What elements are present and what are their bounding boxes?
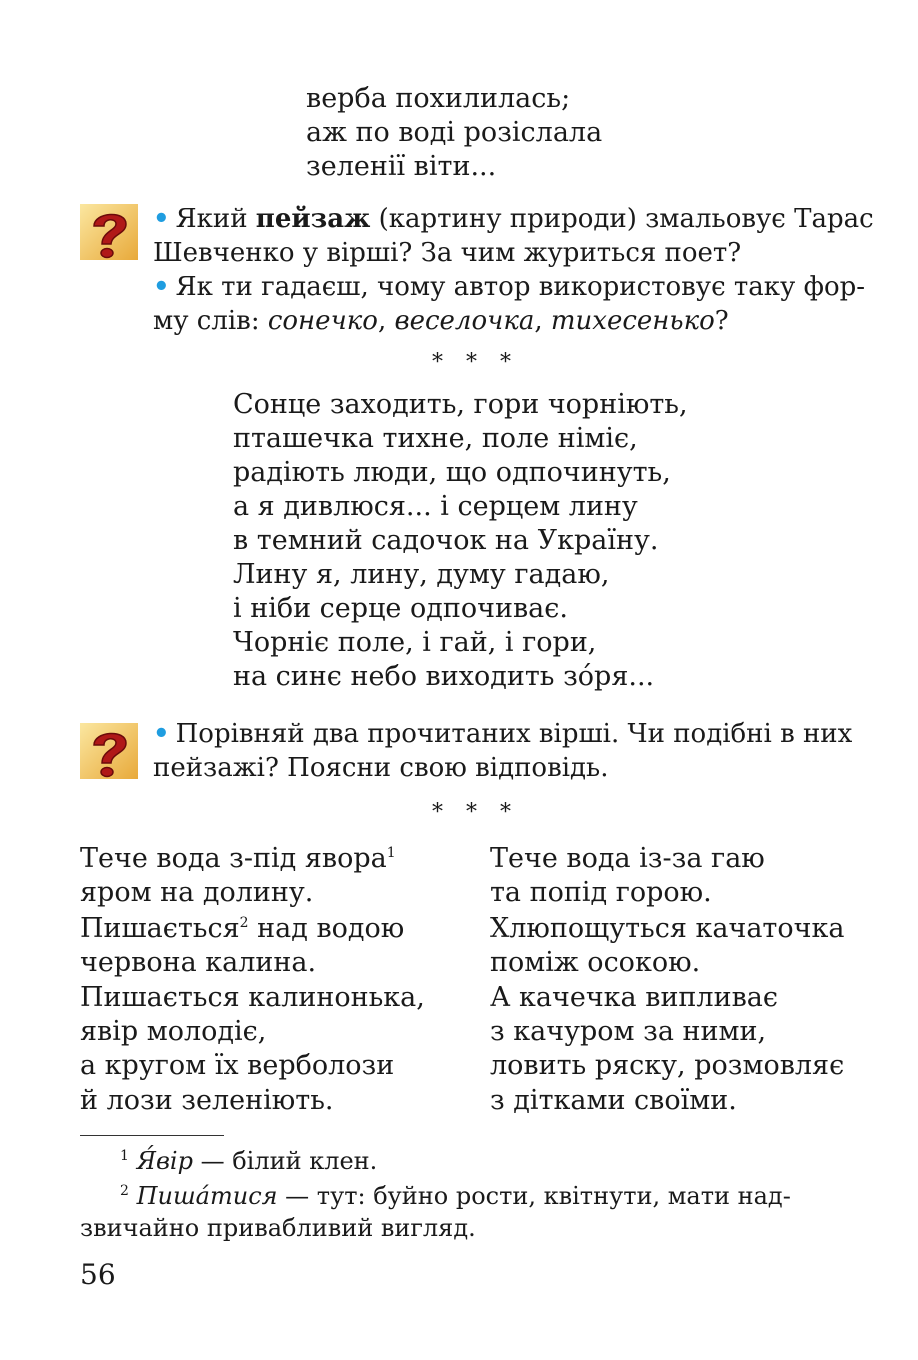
question1-line-2: Шевченко у вірші? За чим журиться поет? [153,238,742,268]
poem-mid-line-3: радіють люди, що одпочинуть, [233,457,671,488]
bullet: • [153,272,170,302]
footnote-ref: 2 [239,915,249,931]
question1-text: му слів: [153,306,268,336]
poem-mid-line-5: в темний садочок на Україну. [233,525,659,556]
separator: , [534,306,551,336]
question1-text: Який [175,204,256,234]
footnote-text: — тут: буйно рости, квітнути, мати над- [277,1182,791,1210]
poem-mid-line-6: Лину я, лину, думу гадаю, [233,559,610,590]
question-mark-icon [80,204,138,260]
poem-left-line-7: а кругом їх верболози [80,1050,395,1081]
poem-right-line-5: А качечка випливає [490,982,778,1013]
poem-right-line-8: з дітками своїми. [490,1085,737,1116]
poem-right-line-3: Хлюпощуться качаточка [490,913,845,944]
footnote-separator [80,1135,224,1136]
poem-mid-line-8: Чорніє поле, і гай, і гори, [233,627,597,658]
footnote-1 [120,1145,377,1177]
poem-top-line-2: аж по воді розіслала [306,117,603,148]
question1-line-1 [153,202,874,236]
poem-left-line-1 [80,842,396,876]
poem-mid-line-4: а я дивлюся... і серцем лину [233,491,638,522]
bullet: • [153,204,170,234]
poem-mid-line-2: пташечка тихне, поле німіє, [233,423,638,454]
poem-top-line-1: верба похилилась; [306,83,571,114]
question1-text: (картину природи) змальовує Тарас [370,204,874,234]
poem-left-line-2: яром на долину. [80,877,314,908]
term-landscape: пейзаж [255,204,371,234]
word-example: тихесенько [550,306,715,336]
question2-text: Порівняй два прочитаних вірші. Чи подібні в них [175,719,853,749]
poem-left-text: Тече вода з-під явора [80,843,387,874]
poem-right-line-6: з качуром за ними, [490,1016,767,1047]
footnote-2-line-2: звичайно привабливий вигляд. [80,1214,476,1242]
poem-left-line-3 [80,912,404,946]
word-example: сонечко [267,306,378,336]
question2-line-1 [153,717,852,751]
footnote-ref: 1 [386,845,396,861]
poem-top-line-3: зеленії віти... [306,151,497,182]
question2-line-2: пейзажі? Поясни свою відповідь. [153,753,609,783]
question1-line-3 [153,270,865,304]
poem-right-line-7: ловить ряску, розмовляє [490,1050,845,1081]
footnote-term: Пиша́тися [136,1182,278,1210]
poem-mid-line-9: на синє небо виходить зо́ря... [233,661,655,692]
footnote-number: 2 [120,1183,129,1199]
question1-line-4 [153,304,729,338]
poem-left-text: Пишається [80,913,240,944]
poem-right-line-1: Тече вода із-за гаю [490,843,765,874]
poem-left-line-5: Пишається калинонька, [80,982,425,1013]
footnote-term: Я́вір [136,1147,193,1175]
page-number: 56 [80,1258,116,1291]
question-mark-icon [80,723,138,779]
section-divider-stars: * * * [432,350,519,375]
separator: , [377,306,395,336]
poem-left-line-4: червона калина. [80,947,317,978]
poem-right-line-2: та попід горою. [490,877,712,908]
poem-left-line-8: й лози зеленіють. [80,1085,334,1116]
bullet: • [153,719,170,749]
footnote-text: — білий клен. [192,1147,378,1175]
poem-left-text: над водою [248,913,405,944]
poem-mid-line-1: Сонце заходить, гори чорніють, [233,389,688,420]
footnote-number: 1 [120,1148,129,1164]
question1-text: Як ти гадаєш, чому автор використовує таку фор- [175,272,866,302]
question-mark: ? [714,306,729,336]
section-divider-stars: * * * [432,800,519,825]
poem-right-line-4: поміж осокою. [490,947,701,978]
word-example: веселочка [394,306,535,336]
poem-left-line-6: явір молодіє, [80,1016,267,1047]
footnote-2 [120,1180,791,1212]
poem-mid-line-7: і ніби серце одпочиває. [233,593,568,624]
